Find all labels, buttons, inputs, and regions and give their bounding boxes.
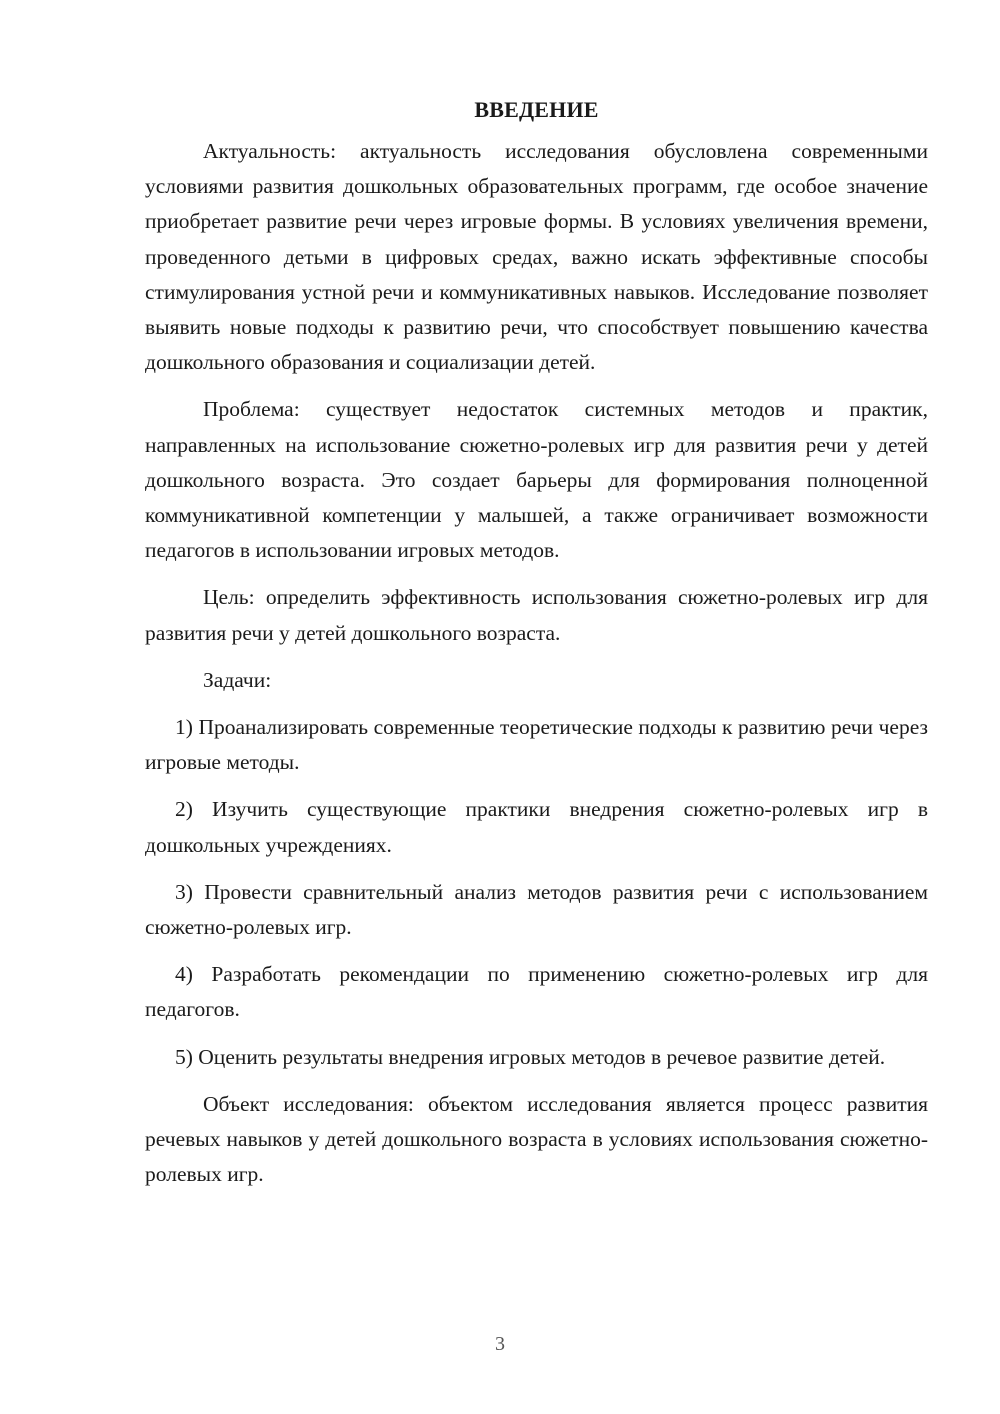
- task-item-1: 1) Проанализировать современные теоретические подходы к развитию речи через игровые методы.: [145, 715, 928, 775]
- paragraph-object: Объект исследования: объектом исследования является процесс развития речевых навыков у детей дошкольного возраста в условиях использования сюжетно-ролевых игр.: [145, 1091, 928, 1187]
- paragraph-relevance: Актуальность: актуальность исследования обусловлена современными условиями развития дошкольных образовательных программ, где особое значение приобретает развитие речи через игровые формы. В условиях увеличения времени, проведенного детьми в цифровых средах, важно искать эффективные способы стимулирования устной речи и коммуникативных навыков. Исследование позволяет выявить новые подходы к развитию речи, что способствует повышению качества дошкольного образования и социализации детей.: [145, 139, 928, 375]
- paragraph-problem: Проблема: существует недостаток системных методов и практик, направленных на использование сюжетно-ролевых игр для развития речи у детей дошкольного возраста. Это создает барьеры для формирования полноценной коммуникативной компетенции у малышей, а также ограничивает возможности педагогов в использовании игровых методов.: [145, 397, 928, 563]
- paragraph-goal: Цель: определить эффективность использования сюжетно-ролевых игр для развития речи у детей дошкольного возраста.: [145, 585, 928, 645]
- page-number: 3: [495, 1333, 505, 1355]
- document-page: [145, 92, 928, 1192]
- task-item-2: 2) Изучить существующие практики внедрения сюжетно-ролевых игр в дошкольных учреждениях.: [145, 797, 928, 857]
- page-title: ВВЕДЕНИЕ: [474, 97, 599, 122]
- tasks-heading: Задачи:: [203, 667, 272, 692]
- task-item-3: 3) Провести сравнительный анализ методов развития речи с использованием сюжетно-ролевых игр.: [145, 879, 928, 940]
- task-item-4: 4) Разработать рекомендации по применению сюжетно-ролевых игр для педагогов.: [145, 962, 928, 1022]
- task-item-5: 5) Оценить результаты внедрения игровых методов в речевое развитие детей.: [175, 1044, 886, 1069]
